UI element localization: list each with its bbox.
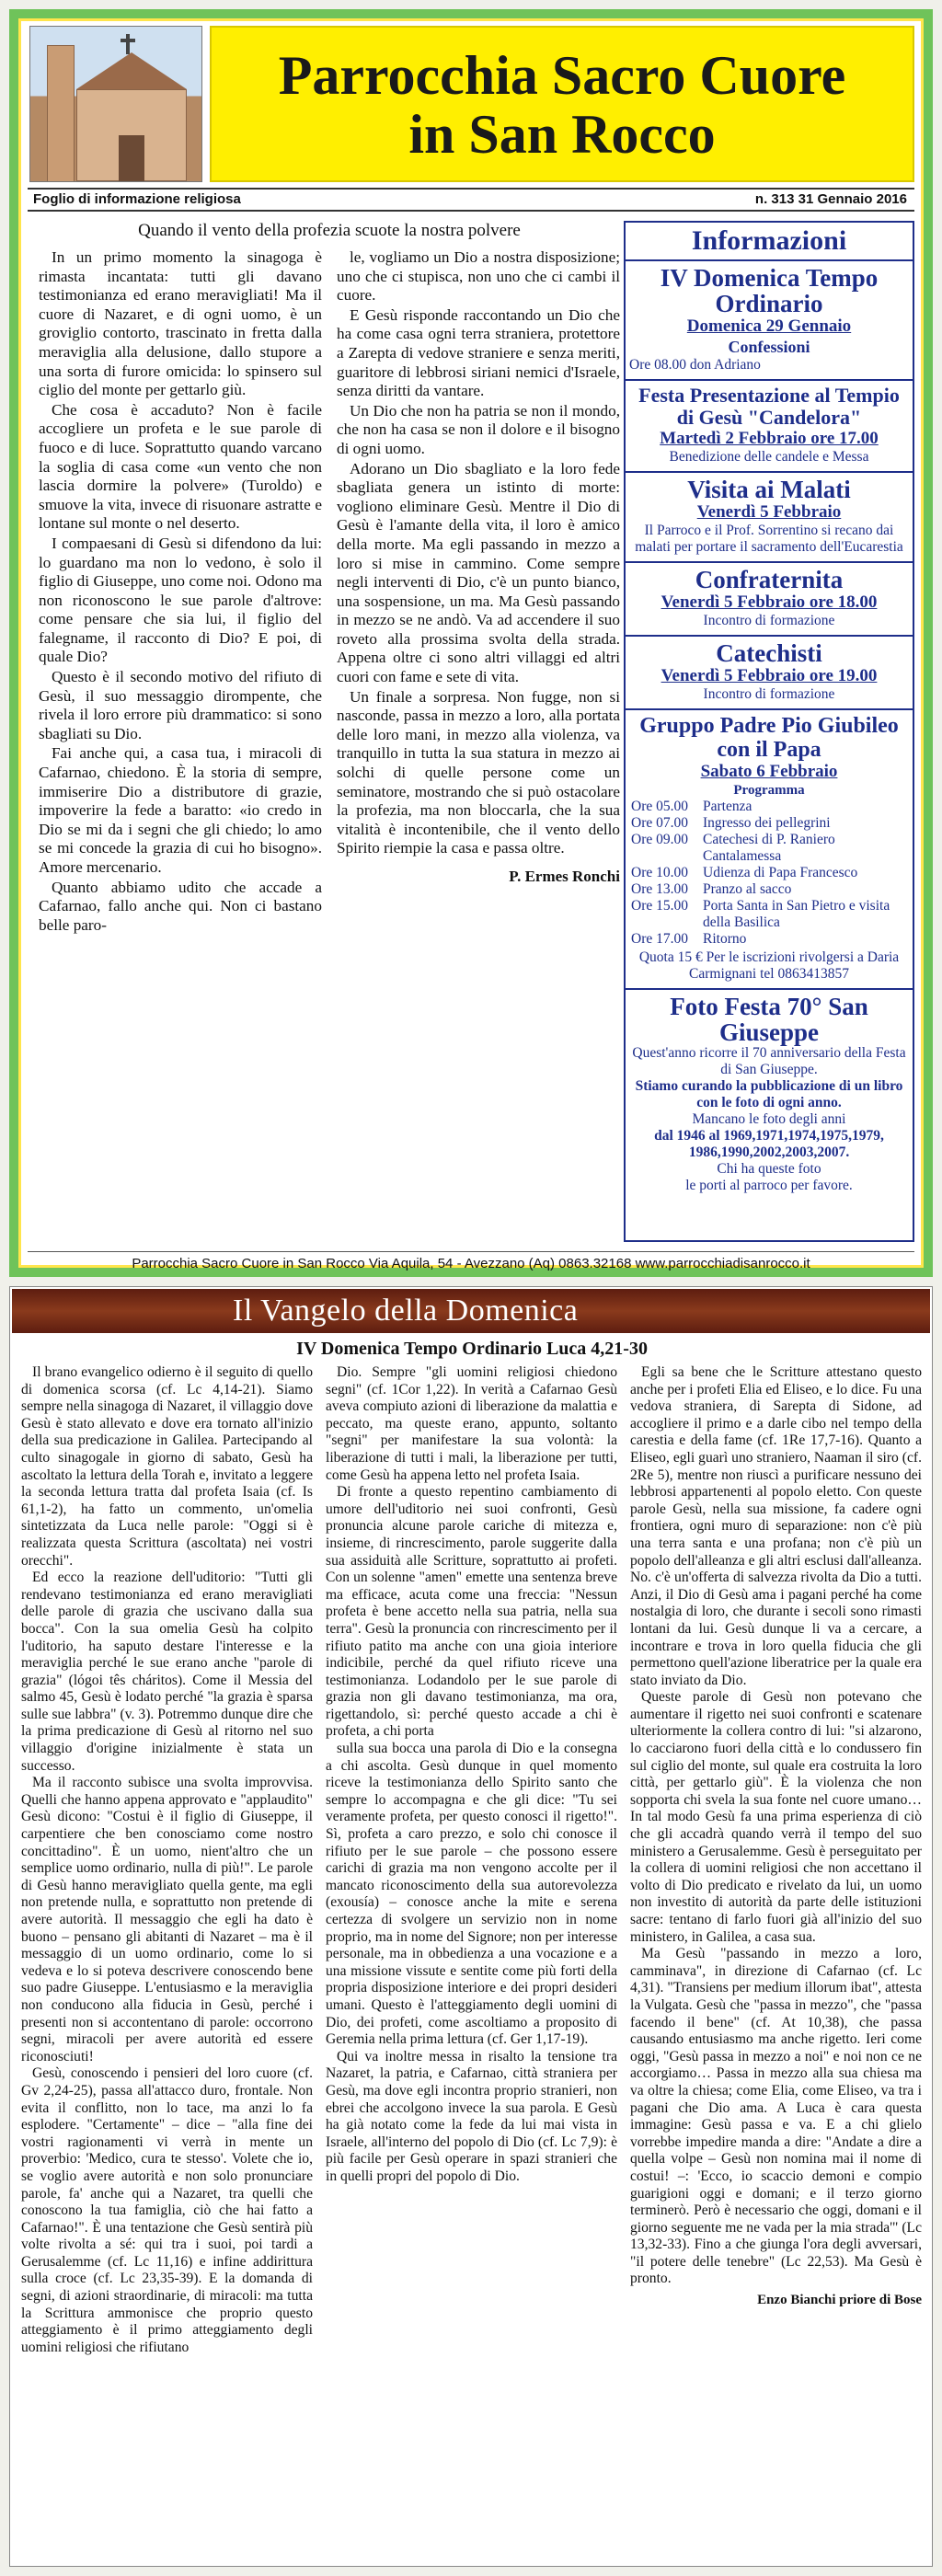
subhead-bar <box>28 188 914 212</box>
church-tower <box>47 45 75 182</box>
article-paragraph: In un primo momento la sinagoga è rimasta incantata: tutti gli davano testimonianza ed erano meravigliati! Ma il cuore di Nazaret, e di ogni uomo, è un groviglio contorto, trascinato in fretta dalla meraviglia alla delusione, dallo stupore a una sorta di furore omicida: lo spinsero sul ciglio del monte per gettarlo giù. <box>39 248 322 399</box>
info-header: Informazioni <box>626 223 913 261</box>
festa-line: Quest'anno ricorre il 70 anniversario della Festa di San Giuseppe. <box>632 1045 906 1077</box>
candelora-date: Martedì 2 Febbraio ore 17.00 <box>660 429 879 448</box>
masthead <box>28 26 914 190</box>
program-time: Ore 10.00 <box>631 865 688 880</box>
program-time: Ore 05.00 <box>631 799 688 814</box>
program-what: Udienza di Papa Francesco <box>703 865 858 880</box>
article-paragraph: Un Dio che non ha patria se non il mondo, che non ha casa se non il dolore e il bisogno di ogni uomo. <box>337 401 620 457</box>
article-paragraph: Che cosa è accaduto? Non è facile accogliere un profeta e le sue parole di fuoco e di luce. Soprattutto quando varcano la soglia di casa come «un vento che non lascia dormire la polvere» (Turoldo) e smuove la vita, invece di risuonare astratte e lontane sul monte o nel deserto. <box>39 400 322 533</box>
info-candelora <box>626 381 913 473</box>
gospel-paragraph: Ma Gesù "passando in mezzo a loro, camminava", in direzione di Cafarnao (cf. Lc 4,31). "Transiens per medium illorum ibat", attesta la Vulgata. Gesù che "passa in mezzo", che "passa facendo il bene" (cf. At 10,38), che passa causando entusiasmo ma anche rigetto. Ieri come oggi, "Gesù passa in mezzo a noi" e noi non ce ne accorgiamo… Passa in mezzo alla sua chiesa ma va oltre la chiesa; come Elia, come Eliseo, va tra i pagani che Dio ama. A Luca è cara questa immagine: Gesù passa e va. E a chi glielo vorrebbe impedire manda a dire: "Andate a dire a quella volpe – Gesù non nomina mai il nome di costui! –: 'Ecco, io scaccio demoni e compio guarigioni oggi e domani; e il terzo giorno terminerò. Però è necessario che oggi, domani e il giorno seguente me ne vada per la mia strada'" (Lc 13,32-33). Fino a che giunga l'ora degli avversari, "il potere delle tenebre" (Lc 22,53). Ma Gesù è pronto. <box>630 1946 922 2287</box>
festa-title: Foto Festa 70° San Giuseppe <box>670 993 868 1046</box>
info-domenica <box>626 261 913 381</box>
article-paragraph: Questo è il secondo motivo del rifiuto di Gesù, il suo messaggio dirompente, che rivela il loro errore più drammatico: si sono sbagliati su Dio. <box>39 668 322 742</box>
padrepio-date: Sabato 6 Febbraio <box>700 762 838 781</box>
article-paragraph: Adorano un Dio sbagliato e la loro fede sbagliata genera un istinto di morte: vogliono eliminare Gesù. Mentre il Dio di Gesù è l'amante della vita, il loro è amico della morte. Ma egli passando in mezzo a loro si mise in cammino. Come sempre negli interventi di Dio, c'è un punto bianco, una sospensione, un ma. Ma Gesù passando in mezzo se ne andò. Va ad accendere il suo roveto alla prossima svolta della strada. Appena oltre ci sono altri villaggi ed altri cuori con fame e sete di vita. <box>337 459 620 686</box>
gospel-paragraph: Gesù, conoscendo i pensieri del loro cuore (cf. Gv 2,24-25), passa all'attacco duro, frontale. Non evita il conflitto, non lo tace, ma anzi lo fa esplodere. "Certamente" – dice – "alla fine dei vostri ragionamenti vi verrà in mente un proverbio: 'Medico, cura te stesso'. Volete che io, se voglio avere autorità e non solo pronunciare parole, fa' anche qui a Nazaret, tra quelli che conoscono la tua famiglia, ciò che hai fatto a Cafarnao!". È una tentazione che Gesù sentirà più volte rivolta a sé: qui tra i suoi, poi tardi a Gerusalemme (cf. Lc 11,16) e infine addirittura sulla croce (cf. Lc 23,35-39). E la domanda di segni, di azioni straordinarie, di miracoli: ma tutta la Scrittura ammonisce che proprio questo atteggiamento è il primo atteggiamento degli uomini religiosi che rifiutano <box>21 2065 313 2355</box>
program-time: Ore 13.00 <box>631 881 688 897</box>
title-box <box>210 26 914 182</box>
gospel-subtitle: IV Domenica Tempo Ordinario Luca 4,21-30 <box>296 1339 648 1359</box>
program-time: Ore 09.00 <box>631 832 688 847</box>
gospel-paragraph: Il brano evangelico odierno è il seguito di quello di domenica scorsa (cf. Lc 4,14-21). Siamo sempre nella sinagoga di Nazaret, il villaggio dove Gesù è stato allevato e dove era tornato all'inizio della sua predicazione in Galilea. Partecipando al culto sinagogale in giorno di sabato, Gesù ha ascoltato la lettura della Torah e, invitato a leggere la seconda lettura tratta dal profeta Isaia (cf. Is 61,1-2), ha fatto un commento, un'omelia sintetizzata da Luca nelle parole: "Oggi si è realizzata questa Scrittura (ascoltata) nei vostri orecchi". <box>21 1364 313 1569</box>
candelora-line: Benedizione delle candele e Messa <box>669 449 869 465</box>
gospel-column-2 <box>326 1364 617 2557</box>
article-paragraph: Fai anche qui, a casa tua, i miracoli di Cafarnao, chiedono. È la storia di sempre, immiserire Dio a distributore di grazie, impoverire la fede a baratto: «io credo in Dio se mi da i segni che gli chiedo; lo amo se mi concede la grazia di cui ho bisogno». Amore mercenario. <box>39 744 322 876</box>
gospel-banner <box>12 1289 930 1333</box>
article-paragraph: Un finale a sorpresa. Non fugge, non si nasconde, passa in mezzo a loro, alla portata delle loro mani, in mezzo alla violenza, va tranquillo in tutta la sua statura in mezzo ai solchi di quelle persone come un seminatore, mostrando che si può ostacolare la profezia, ma non bloccarla, che la sua vitalità è incontenibile, che il vento dello Spirito riempie la casa e passa oltre. <box>337 687 620 857</box>
festa-line: Mancano le foto degli anni <box>692 1111 846 1127</box>
malati-title: Visita ai Malati <box>687 476 851 503</box>
program-row <box>629 881 909 898</box>
malati-date: Venerdì 5 Febbraio <box>696 502 842 522</box>
program-row <box>629 799 909 815</box>
gospel-paragraph: Ma il racconto subisce una svolta improvvisa. Quelli che hanno appena approvato e "applaudito" Gesù dicono: "Costui è il figlio di Giuseppe, il carpentiere che ben conosciamo come nostro concittadino". È un uomo, nient'altro che un semplice uomo ordinario, nulla di più!". Le parole di Gesù hanno meravigliato quella gente, ma egli non pretende nulla, e soprattutto non pretende di avere autorità. Il messaggio che egli ha dato è buono – pensano gli abitanti di Nazaret – ma è il messaggio di un uomo ordinario, come lo si vedeva e lo si poteva descrivere conoscendo bene suo padre Giuseppe. L'entusiasmo e la meraviglia non conducono alla fiducia in Gesù, perché i presenti non si accontentano di parole: occorrono segni, miracoli per avere autorità ed essere riconosciuti! <box>21 1775 313 2064</box>
confraternita-date: Venerdì 5 Febbraio ore 18.00 <box>661 592 878 612</box>
gospel-paragraph: Queste parole di Gesù non potevano che aumentare il rigetto nei suoi confronti e scatenare ulteriormente la collera contro di lui: "si alzarono, lo cacciarono fuori della città e lo condussero fin sul ciglio del monte, sul quale era costruita la loro città, per gettarlo giù". È la violenza che non sopporta chi svela la sua fonte nel cuore umano… In tal modo Gesù fa una prima esperienza di ciò che gli accadrà quando verrà il tempo del suo ministero a Gerusalemme. Gesù è perseguitato per la collera di uomini religiosi che non accettano il volto di Dio predicato e rivelato da lui, un uomo non investito di autorità da parte delle istituzioni sacre: tentano di farlo fuori già all'inizio del suo ministero, in Galilea, a casa sua. <box>630 1689 922 1945</box>
gospel-banner-title: Il Vangelo della Domenica <box>233 1294 579 1328</box>
domenica-sub: Confessioni <box>728 338 810 356</box>
gospel-paragraph: sulla sua bocca una parola di Dio e la consegna a chi ascolta. Gesù dunque in quel momento riceve la testimonianza dello Spirito santo che sempre lo accompagna e che gli dice: "Tu sei veramente profeta, per questo conosci il rigetto!". Sì, profeta a caro prezzo, e solo chi conosce il rifiuto per le sue parole – che possono essere carichi di grazia ma non vengono accolte per il mancato riconoscimento della sua autorevolezza (exousía) – conosce anche la mite e serena certezza di svolgere un servizio non in nome proprio, ma in nome del Signore; non per interesse personale, ma in obbedienza a una vocazione e a una missione vissute e sentite come più forti della propria disposizione interiore e dei propri desideri umani. Questo è l'atteggiamento degli uomini di Dio, dei profeti, come ascoltiamo a proposito di Geremia nella prima lettura (cf. Ger 1,17-19). <box>326 1741 617 2048</box>
program-row <box>629 931 909 948</box>
padrepio-quota: Quota 15 € Per le iscrizioni rivolgersi a Daria Carmignani tel 0863413857 <box>638 949 900 982</box>
newsletter-frame <box>9 9 933 1277</box>
church-photo <box>29 26 202 182</box>
catechisti-date: Venerdì 5 Febbraio ore 19.00 <box>661 666 878 685</box>
newsletter-footer: Parrocchia Sacro Cuore in San Rocco Via Aquila, 54 - Avezzano (Aq) 0863.32168 www.parrocchiadisanrocco.it <box>28 1251 914 1275</box>
article-paragraph: Quanto abbiamo udito che accade a Cafarnao, fallo anche qui. Non ci bastano belle paro- <box>39 878 322 934</box>
editorial-article <box>39 221 620 1242</box>
program-what: Catechesi di P. Raniero Cantalamessa <box>703 832 835 864</box>
article-column-1 <box>39 248 322 936</box>
title-line-2: in San Rocco <box>408 104 716 165</box>
church-cross <box>126 34 130 54</box>
gospel-paragraph: Qui va inoltre messa in risalto la tensione tra Nazaret, la patria, e Cafarnao, città straniera per Gesù, ma dove egli incontra proprio stranieri, non ebrei che accolgono invece la sua parola. E Gesù ha già notato come la fede da lui mai vista in Israele, all'interno del popolo di Dio (cf. Lc 7,9): è più facile per Gesù operare in spazi stranieri che in quelli propri del popolo di Dio. <box>326 2048 617 2184</box>
program-row <box>629 832 909 865</box>
domenica-line: Ore 08.00 don Adriano <box>629 357 761 373</box>
festa-line: le porti al parroco per favore. <box>685 1178 853 1193</box>
issue-number: n. 313 31 Gennaio 2016 <box>754 191 907 207</box>
article-paragraph: E Gesù risponde raccontando un Dio che ha come casa ogni terra straniera, protettore a Zarepta di vedove straniere e senza meriti, guaritore di lebbrosi siriani nemici d'Israele, senza diritti da vantare. <box>337 305 620 400</box>
info-malati <box>626 473 913 563</box>
article-title: Quando il vento della profezia scuote la nostra polvere <box>138 221 521 240</box>
catechisti-line: Incontro di formazione <box>703 686 835 702</box>
padrepio-sub: Programma <box>733 783 805 798</box>
article-signature: P. Ermes Ronchi <box>509 868 620 885</box>
gospel-frame <box>9 1286 933 2567</box>
gospel-paragraph: Di fronte a questo repentino cambiamento di umore dell'uditorio nei suoi confronti, Gesù pronuncia alcune parole cariche di mitezza e, insieme, di rincrescimento, parole suggerite dalla sua assiduità alle Scritture, soprattutto ai profeti. Con un solenne "amen" emette una sentenza breve ma efficace, acuta come una freccia: "Nessun profeta è bene accetto nella sua patria, nella sua terra". Gesù la pronuncia con rincrescimento per il rifiuto patito ma anche con una gioia interiore indicibile, perché da quel rifiuto riceve una testimonianza. Lodandolo per le sue parole di grazia non gli davano testimonianza, ma ora, rigettandolo, sì: perché questo accade a chi è profeta, a chi porta <box>326 1484 617 1740</box>
program-time: Ore 15.00 <box>631 898 688 914</box>
program-time: Ore 17.00 <box>631 931 688 947</box>
festa-line: Stiamo curando la pubblicazione di un libro con le foto di ogni anno. <box>635 1078 903 1110</box>
church-roof <box>76 52 187 89</box>
info-festa <box>626 990 913 1200</box>
gospel-column-1 <box>21 1364 313 2557</box>
catechisti-title: Catechisti <box>716 639 822 667</box>
gospel-paragraph: Dio. Sempre "gli uomini religiosi chiedono segni" (cf. 1Cor 1,22). In verità a Cafarnao Gesù aveva compiuto azioni di liberazione da malattia e peccato, ma queste erano, appunto, soltanto "segni" per manifestare la sua volontà: la liberazione di tutti i mali, la liberazione per tutti, come Gesù ha appena letto nel profeta Isaia. <box>326 1364 617 1483</box>
program-what: Porta Santa in San Pietro e visita della Basilica <box>703 898 890 930</box>
program-row <box>629 865 909 881</box>
program-what: Ritorno <box>703 931 747 947</box>
confraternita-line: Incontro di formazione <box>703 613 835 628</box>
info-column <box>624 221 914 1242</box>
newsletter-subtitle: Foglio di informazione religiosa <box>33 191 241 207</box>
newsletter-title <box>212 46 913 164</box>
gospel-column-3 <box>630 1364 922 2557</box>
program-row <box>629 898 909 931</box>
info-confraternita <box>626 563 913 637</box>
info-padrepio <box>626 710 913 990</box>
program-what: Pranzo al sacco <box>703 881 792 897</box>
article-paragraph: I compaesani di Gesù si difendono da lui: lo guardano ma non lo vedono, è solo il figlio di Giuseppe, uno come noi. Odono ma non riconoscono le sue parole d'altrove: come pensare che sia lui, il figlio del falegname, il racconto di Dio? E poi, di quale Dio? <box>39 534 322 666</box>
malati-line: Il Parroco e il Prof. Sorrentino si recano dai malati per portare il sacramento dell'Eucarestia <box>635 523 903 555</box>
domenica-date: Domenica 29 Gennaio <box>686 316 852 336</box>
program-time: Ore 07.00 <box>631 815 688 831</box>
church-door <box>119 135 144 181</box>
festa-line: dal 1946 al 1969,1971,1974,1975,1979, 1986,1990,2002,2003,2007. <box>654 1128 884 1160</box>
gospel-signature: Enzo Bianchi priore di Bose <box>757 2293 922 2308</box>
domenica-title: IV Domenica Tempo Ordinario <box>660 264 879 317</box>
gospel-paragraph: Egli sa bene che le Scritture attestano questo anche per i profeti Elia ed Eliseo, e lo dice. Fu una vedova straniera, di Sarepta di Sidone, ad accogliere il primo e a darle cibo nel tempo della carestia e della fame (cf. 1Re 17,7-16). Quanto a Eliseo, egli guarì uno straniero, Naaman il siro (cf. 2Re 5), mentre non riuscì a purificare nessuno dei lebbrosi appartenenti al popolo eletto. Con queste parole Gesù, nella sua missione, fa cadere ogni frontiera, ogni muro di separazione: non c'è più una terra santa e una profana; non c'è più un popolo dell'alleanza e gli altri esclusi dall'alleanza. No. c'è un'offerta di salvezza rivolta da Dio a tutti. Anzi, il Dio di Gesù ama i pagani perché ha come nostalgia di loro, che durante i secoli sono rimasti lontani da lui. Gesù dunque li va a cercare, a incontrare e trova in loro quella fiducia che gli permettono quell'azione liberatrice per la quale era stato inviato da Dio. <box>630 1364 922 1688</box>
article-paragraph: le, vogliamo un Dio a nostra disposizione; uno che ci stupisca, non uno che ci cambi il cuore. <box>337 248 620 305</box>
confraternita-title: Confraternita <box>695 566 844 593</box>
gospel-paragraph: Ed ecco la reazione dell'uditorio: "Tutti gli rendevano testimonianza ed erano meravigliati delle parole di grazia che uscivano dalla sua bocca". Con la sua omelia Gesù ha colpito l'uditorio, ha saputo destare l'interesse e la meraviglia perché le sue erano anche "parole di grazia" (lógoi tês cháritos). Come il Messia del salmo 45, Gesù è lodato perché "la grazia è sparsa sulle sue labbra" (v. 3). Potremmo dunque dire che la prima predicazione di Gesù al ritorno nel suo villaggio d'origine inizialmente è stata un successo. <box>21 1570 313 1774</box>
info-catechisti <box>626 637 913 710</box>
program-what: Ingresso dei pellegrini <box>703 815 831 831</box>
festa-line: Chi ha queste foto <box>717 1161 821 1177</box>
article-columns <box>39 248 620 936</box>
article-column-2 <box>337 248 620 936</box>
title-line-1: Parrocchia Sacro Cuore <box>278 45 846 106</box>
gospel-columns <box>21 1364 923 2560</box>
candelora-title: Festa Presentazione al Tempio di Gesù "Candelora" <box>638 384 900 429</box>
program-what: Partenza <box>703 799 752 814</box>
program-row <box>629 815 909 832</box>
padrepio-title: Gruppo Padre Pio Giubileo con il Papa <box>639 714 899 762</box>
